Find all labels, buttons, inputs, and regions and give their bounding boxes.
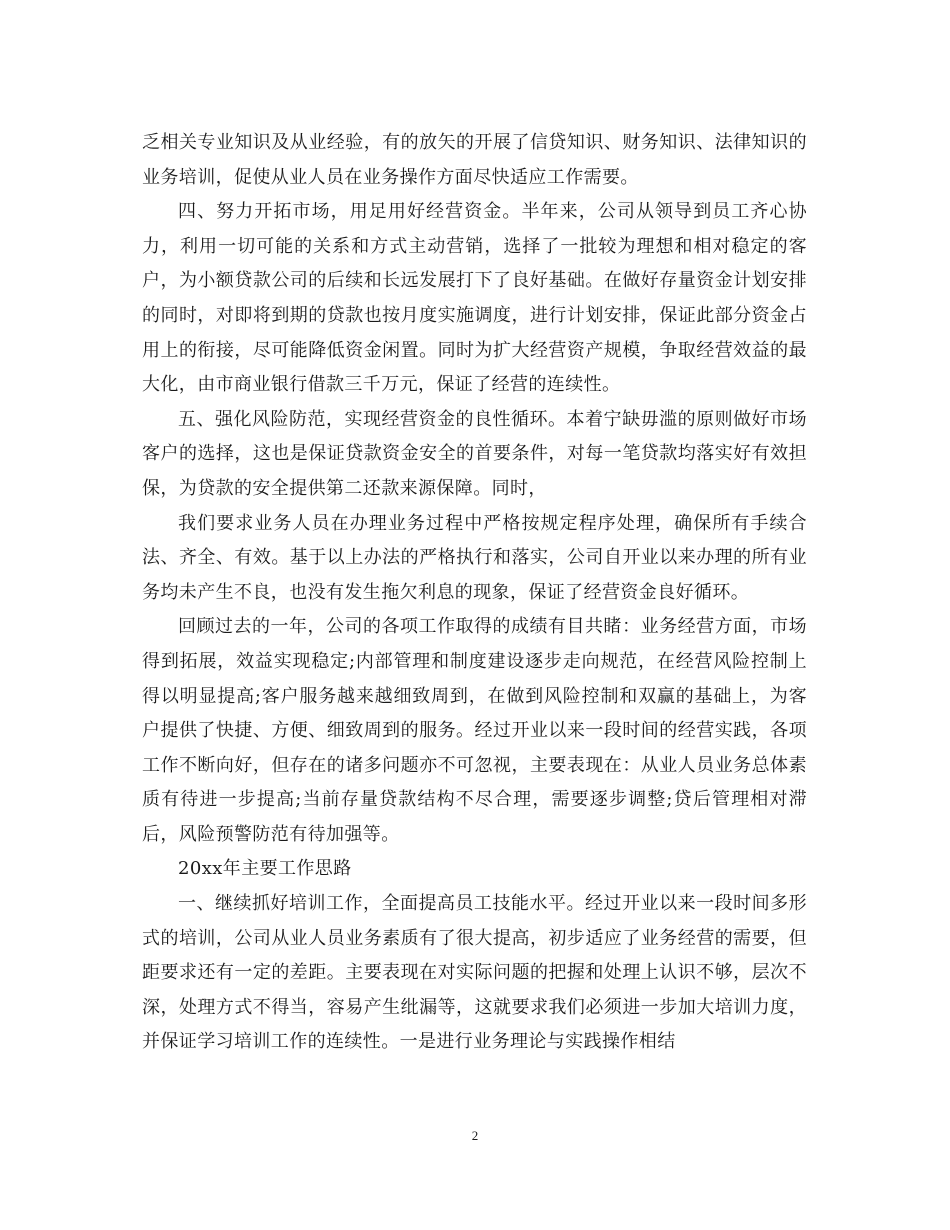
paragraph-market-expansion: 四、努力开拓市场，用足用好经营资金。半年来，公司从领导到员工齐心协力，利用一切可能的关系和方式主动营销，选择了一批较为理想和相对稳定的客户，为小额贷款公司的后续和长远发展打下了良好基础。在做好存量资金计划安排的同时，对即将到期的贷款也按月度实施调度，进行计划安排，保证此部分资金占用上的衔接，尽可能降低资金闲置。同时为扩大经营资产规模，争取经营效益的最大化，由市商业银行借款三千万元，保证了经营的连续性。 — [142, 201, 807, 396]
paragraph-year-review: 回顾过去的一年，公司的各项工作取得的成绩有目共睹：业务经营方面，市场得到拓展，效益实现稳定;内部管理和制度建设逐步走向规范，在经营风险控制上得以明显提高;客户服务越来越细致周到，在做到风险控制和双赢的基础上，为客户提供了快捷、方便、细致周到的服务。经过开业以来一段时间的经营实践，各项工作不断向好，但存在的诸多问题亦不可忽视，主要表现在：从业人员业务总体素质有待进一步提高;当前存量贷款结构不尽合理，需要逐步调整;贷后管理相对滞后，风险预警防范有待加强等。 — [142, 616, 807, 845]
paragraph-risk-prevention: 五、强化风险防范，实现经营资金的良性循环。本着宁缺毋滥的原则做好市场客户的选择，这也是保证贷款资金安全的首要条件，对每一笔贷款均落实好有效担保，为贷款的安全提供第二还款来源保障。同时， — [142, 408, 807, 499]
section-heading-work-plan: 20xx年主要工作思路 — [178, 858, 352, 880]
paragraph-compliance: 我们要求业务人员在办理业务过程中严格按规定程序处理，确保所有手续合法、齐全、有效。基于以上办法的严格执行和落实，公司自开业以来办理的所有业务均未产生不良，也没有发生拖欠利息的现象，保证了经营资金良好循环。 — [142, 512, 807, 603]
document-body — [142, 126, 807, 1060]
page-number: 2 — [471, 1128, 479, 1143]
paragraph-training-continued: 乏相关专业知识及从业经验，有的放矢的开展了信贷知识、财务知识、法律知识的业务培训，促使从业人员在业务操作方面尽快适应工作需要。 — [142, 132, 807, 188]
paragraph-training-plan: 一、继续抓好培训工作，全面提高员工技能水平。经过开业以来一段时间多形式的培训，公司从业人员业务素质有了很大提高，初步适应了业务经营的需要，但距要求还有一定的差距。主要表现在对实际问题的把握和处理上认识不够，层次不深，处理方式不得当，容易产生纰漏等，这就要求我们必须进一步加大培训力度，并保证学习培训工作的连续性。一是进行业务理论与实践操作相结 — [142, 893, 807, 1053]
